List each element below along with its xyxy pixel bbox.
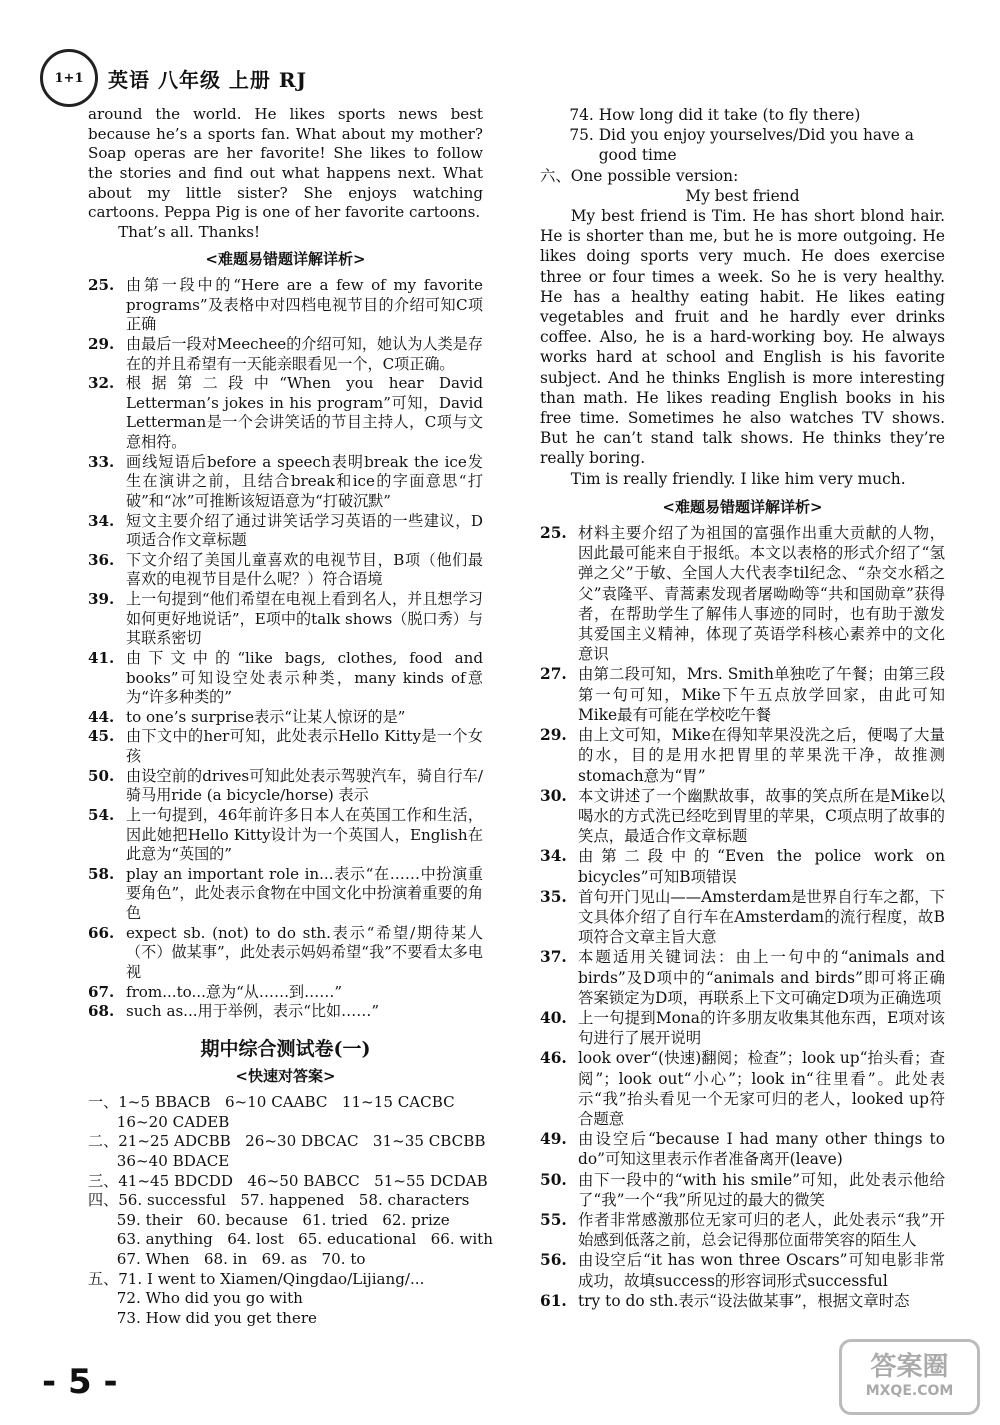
section-header-text: 难题易错题详解详析 bbox=[217, 250, 353, 269]
answer-line: good time bbox=[540, 146, 677, 165]
item-number: 67. bbox=[88, 982, 115, 1001]
analysis-item bbox=[540, 887, 945, 948]
answer-line: 16~20 CADEB bbox=[88, 1112, 230, 1131]
item-text: 本题适用关键词法：由上一句中的“animals and birds”及D项中的“animals and birds”即可将正确答案锁定为D项，再联系上下文可确定D项为正确选项 bbox=[578, 948, 945, 1007]
essay-continuation: around the world. He likes sports news best because he’s a sports fan. What about my mother? Soap operas are her favorite! She likes to follow the stories and find out what happens next. What about my little sister? She enjoys watching cartoons. Peppa Pig is one of her favorite cartoons. bbox=[88, 105, 483, 222]
essay-title: My best friend bbox=[685, 186, 800, 205]
item-text: 材料主要介绍了为祖国的富强作出重大贡献的人物，因此最可能来自于报纸。本文以表格的形式介绍了“氢弹之父”于敏、全国人大代表李til纪念、“杂交水稻之父”袁隆平、青蒿素发现者屠呦呦等“共和国勋章”获得者，在帮助学生了解伟人事迹的同时，也有助于激发其爱国主义精神，体现了英语学科核心素养中的文化意识 bbox=[578, 524, 945, 664]
analysis-item bbox=[540, 786, 945, 847]
analysis-item bbox=[88, 767, 483, 806]
section-header-text: 难题易错题详解详析 bbox=[674, 497, 810, 516]
item-number: 46. bbox=[540, 1049, 567, 1068]
analysis-item bbox=[540, 1048, 945, 1129]
item-text: 下文介绍了美国儿童喜欢的电视节目，B项（他们最喜欢的电视节目是什么呢？）符合语境 bbox=[126, 550, 483, 589]
analysis-item bbox=[540, 1129, 945, 1169]
analysis-list bbox=[88, 276, 483, 1022]
analysis-item bbox=[540, 1210, 945, 1250]
analysis-item bbox=[88, 551, 483, 590]
item-number: 61. bbox=[540, 1291, 567, 1310]
answer-line: 一、1~5 BBACB 6~10 CAABC 11~15 CACBC bbox=[88, 1093, 455, 1111]
answer-line: 63. anything 64. lost 65. educational 66. with bbox=[88, 1230, 493, 1249]
essay-end: Tim is really friendly. I like him very much. bbox=[570, 469, 906, 488]
item-number: 44. bbox=[88, 707, 115, 726]
version-label: 六、One possible version: bbox=[540, 166, 739, 185]
answer-line: 73. How did you get there bbox=[88, 1308, 317, 1327]
exam-title: 期中综合测试卷(一) bbox=[200, 1037, 371, 1060]
brand-logo: 1+1 bbox=[40, 49, 98, 107]
item-number: 36. bbox=[88, 550, 115, 569]
item-text: 由第一段中的“Here are a few of my favorite programs”及表格中对四档电视节目的介绍可知C项正确 bbox=[126, 276, 483, 334]
answer-line: 五、71. I went to Xiamen/Qingdao/Lijiang/... bbox=[88, 1269, 425, 1288]
analysis-item bbox=[88, 453, 483, 512]
item-number: 40. bbox=[540, 1008, 567, 1027]
essay-closing: That’s all. Thanks! bbox=[118, 222, 261, 241]
item-text: 首句开门见山——Amsterdam是世界自行车之都，下文具体介绍了自行车在Amsterdam的流行程度，故B项符合文章主旨大意 bbox=[578, 887, 945, 947]
item-number: 30. bbox=[540, 786, 567, 805]
right-column bbox=[540, 105, 945, 1311]
analysis-item bbox=[88, 374, 483, 453]
left-column bbox=[88, 105, 493, 1329]
item-number: 54. bbox=[88, 805, 115, 824]
item-number: 25. bbox=[88, 276, 115, 294]
section-header-answers: <快速对答案> bbox=[235, 1067, 336, 1086]
page-number-value: 5 bbox=[67, 1362, 92, 1402]
item-text: try to do sth.表示“设法做某事”，根据文章时态 bbox=[578, 1291, 910, 1310]
analysis-item bbox=[540, 947, 945, 1008]
watermark-url: MXQE.COM bbox=[865, 1383, 954, 1399]
item-text: 由设空后“it has won three Oscars”可知电影非常成功，故填success的形容词形式successful bbox=[578, 1251, 945, 1290]
item-text: 由设空前的drives可知此处表示驾驶汽车，骑自行车/骑马用ride (a bicycle/horse) 表示 bbox=[126, 766, 483, 805]
analysis-item bbox=[88, 276, 483, 335]
item-text: 上一句提到“他们希望在电视上看到名人，并且想学习如何更好地说话”，E项中的talk shows（脱口秀）与其联系密切 bbox=[126, 590, 483, 648]
item-number: 34. bbox=[540, 847, 567, 866]
item-text: 本文讲述了一个幽默故事，故事的笑点所在是Mike以喝水的方式洗已经吃到胃里的苹果，C项点明了故事的笑点，最适合作文章标题 bbox=[578, 786, 945, 846]
item-text: play an important role in...表示“在……中扮演重要角色”，此处表示食物在中国文化中扮演着重要的角色 bbox=[126, 864, 483, 922]
answer-line: 二、21~25 ADCBB 26~30 DBCAC 31~35 CBCBB bbox=[88, 1132, 486, 1151]
answer-line: 74. How long did it take (to fly there) bbox=[540, 106, 861, 124]
analysis-item bbox=[88, 335, 483, 374]
item-number: 50. bbox=[540, 1170, 567, 1189]
item-text: to one’s surprise表示“让某人惊讶的是” bbox=[126, 707, 406, 726]
answer-line: 67. When 68. in 69. as 70. to bbox=[88, 1250, 366, 1268]
answer-key bbox=[88, 1093, 493, 1329]
item-text: 由上文可知，Mike在得知苹果没洗之后，便喝了大量的水，目的是用水把胃里的苹果洗干净，故推测stomach意为“胃” bbox=[578, 726, 945, 785]
item-number: 56. bbox=[540, 1251, 567, 1270]
analysis-list bbox=[540, 523, 945, 1311]
item-text: expect sb. (not) to do sth.表示“希望/期待某人（不）做某事”，此处表示妈妈希望“我”不要看太多电视 bbox=[126, 923, 483, 981]
item-text: such as...用于举例，表示“比如……” bbox=[126, 1002, 380, 1021]
analysis-item bbox=[540, 725, 945, 786]
answer-line: 72. Who did you go with bbox=[88, 1289, 303, 1308]
section-header-text: 快速对答案 bbox=[247, 1067, 323, 1086]
item-text: 由第二段可知，Mrs. Smith单独吃了午餐；由第三段第一句可知，Mike下午五点放学回家，由此可知Mike最有可能在学校吃午餐 bbox=[578, 665, 945, 724]
item-text: 由下一段中的“with his smile”可知，此处表示他给了“我”一个“我”所见过的最大的微笑 bbox=[578, 1170, 945, 1209]
analysis-item bbox=[88, 1002, 483, 1022]
item-number: 32. bbox=[88, 374, 115, 393]
item-number: 45. bbox=[88, 727, 115, 746]
section-header-analysis: <难题易错题详解详析> bbox=[662, 497, 823, 516]
answer-line: 36~40 BDACE bbox=[88, 1151, 230, 1170]
analysis-item bbox=[88, 924, 483, 983]
item-number: 66. bbox=[88, 923, 115, 942]
analysis-item bbox=[88, 649, 483, 708]
analysis-item bbox=[540, 664, 945, 725]
item-number: 37. bbox=[540, 948, 567, 967]
item-number: 39. bbox=[88, 590, 115, 608]
analysis-item bbox=[88, 590, 483, 649]
analysis-item bbox=[88, 512, 483, 551]
answer-key-continued bbox=[540, 105, 945, 166]
item-text: 上一句提到，46年前许多日本人在英国工作和生活，因此她把Hello Kitty设计为一个英国人，English在此意为“英国的” bbox=[126, 805, 483, 864]
section-header-analysis: <难题易错题详解详析> bbox=[205, 250, 366, 269]
essay-body: My best friend is Tim. He has short blond hair. He is shorter than me, but he is more outgoing. He likes doing sports very much. He does exercise three or four times a week. So he is very healthy. He has a healthy eating habit. He likes eating vegetables and fruit and he hardly ever drinks coffee. Also, he is a hard-working boy. He always works hard at school and English is his favorite subject. And he thinks English is more interesting than math. He likes reading English books in his free time. Sometimes he also watches TV shows. But he can’t stand talk shows. He thinks they’re really boring. bbox=[540, 207, 945, 468]
analysis-item bbox=[88, 806, 483, 865]
item-number: 27. bbox=[540, 665, 567, 684]
item-text: from...to...意为“从……到……” bbox=[126, 982, 343, 1001]
analysis-item bbox=[540, 1008, 945, 1048]
item-text: 画线短语后before a speech表明break the ice发生在演讲之前，且结合break和ice的字面意思“打破”和“冰”可推断该短语意为“打破沉默” bbox=[126, 452, 483, 510]
page-number: - 5 - bbox=[42, 1362, 118, 1402]
item-number: 25. bbox=[540, 524, 567, 543]
item-text: 根据第二段中“When you hear David Letterman’s jokes in his program”可知，David Letterman是一个会讲笑话的节目主持人，C项与文意相符。 bbox=[126, 374, 483, 451]
analysis-item bbox=[88, 983, 483, 1003]
answer-line: 三、41~45 BDCDD 46~50 BABCC 51~55 DCDAB bbox=[88, 1171, 488, 1190]
item-text: 由设空后“because I had many other things to do”可知这里表示作者准备离开(leave) bbox=[578, 1130, 945, 1169]
item-number: 41. bbox=[88, 648, 115, 667]
item-number: 55. bbox=[540, 1210, 567, 1229]
item-number: 29. bbox=[540, 726, 567, 745]
item-text: 由下文中的her可知，此处表示Hello Kitty是一个女孩 bbox=[126, 727, 483, 765]
analysis-item bbox=[540, 1291, 945, 1311]
analysis-item bbox=[540, 846, 945, 886]
watermark-logo bbox=[839, 1339, 980, 1415]
answer-line: 59. their 60. because 61. tried 62. prize bbox=[88, 1210, 450, 1229]
analysis-item bbox=[540, 523, 945, 664]
analysis-item bbox=[88, 708, 483, 728]
item-text: look over“(快速)翻阅；检查”；look up“抬头看；查阅”；look out“小心”；look in“往里看”。此处表示“我”抬头看见一个无家可归的老人，looked up符合题意 bbox=[578, 1049, 945, 1128]
item-text: 由下文中的“like bags, clothes, food and books”可知设空处表示种类，many kinds of意为“许多种类的” bbox=[126, 648, 483, 707]
book-title: 英语 八年级 上册 RJ bbox=[108, 67, 307, 92]
item-text: 由最后一段对Meechee的介绍可知，她认为人类是存在的并且希望有一天能亲眼看见一个，C项正确。 bbox=[126, 334, 483, 373]
item-number: 68. bbox=[88, 1002, 115, 1021]
item-text: 由第二段中的“Even the police work on bicycles”可知B项错误 bbox=[578, 847, 945, 886]
answer-line: 75. Did you enjoy yourselves/Did you have a bbox=[540, 126, 914, 145]
analysis-item bbox=[540, 1170, 945, 1210]
page-header bbox=[40, 58, 307, 98]
answer-line: 四、56. successful 57. happened 58. characters bbox=[88, 1191, 470, 1210]
item-text: 短文主要介绍了通过讲笑话学习英语的一些建议，D项适合作文章标题 bbox=[126, 511, 483, 550]
item-number: 35. bbox=[540, 887, 567, 906]
analysis-item bbox=[540, 1250, 945, 1290]
item-number: 50. bbox=[88, 766, 115, 785]
item-text: 上一句提到Mona的许多朋友收集其他东西，E项对该句进行了展开说明 bbox=[578, 1008, 945, 1048]
item-number: 49. bbox=[540, 1130, 567, 1149]
watermark-text: 答案圈 bbox=[870, 1352, 949, 1382]
item-number: 34. bbox=[88, 511, 115, 530]
item-number: 33. bbox=[88, 452, 115, 471]
item-number: 29. bbox=[88, 334, 115, 353]
item-number: 58. bbox=[88, 864, 115, 883]
item-text: 作者非常感激那位无家可归的老人，此处表示“我”开始感到低落之前，总会记得那位面带笑容的陌生人 bbox=[578, 1210, 945, 1250]
analysis-item bbox=[88, 727, 483, 766]
analysis-item bbox=[88, 865, 483, 924]
